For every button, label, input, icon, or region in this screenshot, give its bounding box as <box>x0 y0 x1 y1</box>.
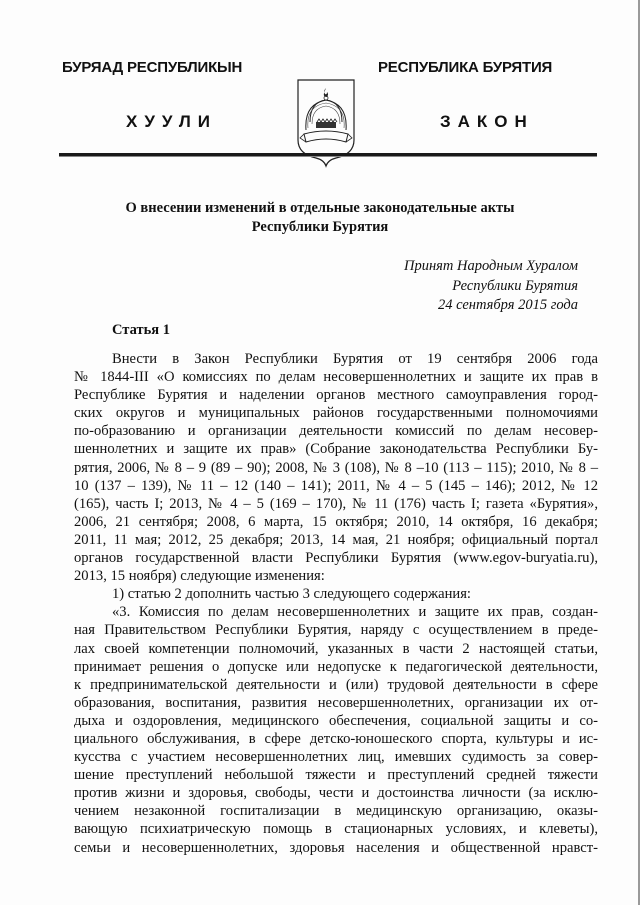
adoption-date: 24 сентября 2015 года <box>437 297 578 313</box>
article-body <box>74 350 598 857</box>
article-heading: Статья 1 <box>112 322 170 338</box>
adoption-note-line-2: Республики Бурятия <box>452 277 578 294</box>
body-line: ная Правительством Республики Бурятия, наряду с осуществлением в преде- <box>74 622 598 639</box>
body-line: семьи и несовершеннолетних, здоровья населения и общественной нравст- <box>74 839 598 856</box>
law-title-line-2: Республики Бурятия <box>251 219 389 235</box>
header-russian-law-label: ЗАКОН <box>440 112 534 131</box>
adoption-note-line-1: Принят Народным Хуралом <box>403 258 578 274</box>
header-divider <box>59 153 597 157</box>
body-line: образования, воспитания, развития несовершеннолетних, организации их от- <box>74 694 598 711</box>
list-item-1: 1) статью 2 дополнить частью 3 следующего содержания: <box>112 586 471 603</box>
body-line: рятия, 2006, № 8 – 9 (89 – 90); 2008, № 3 (108), № 8 –10 (113 – 115); 2010, № 8 – <box>74 459 598 476</box>
body-line: против жизни и здоровья, свободы, чести и достоинства личности (за исклю- <box>74 785 598 802</box>
body-line: циального обслуживания, в сфере детско-юношеского спорта, культуры и ис- <box>74 730 598 747</box>
body-line: шеннолетних и защите их прав» (Собрание законодательства Республики Бу- <box>74 441 598 458</box>
body-line: вающую психиатрическую помощь в стационарных условиях, и клеветы), <box>74 821 598 838</box>
body-line: принимает решения о допуске или недопуске к педагогической деятельности, <box>74 658 598 675</box>
header-buryat-republic-name: БУРЯАД РЕСПУБЛИКЫН <box>62 59 243 76</box>
body-line: ских округов и муниципальных районов государственными полномочиями <box>74 405 598 422</box>
body-line: 2013, 15 ноября) следующие изменения: <box>74 568 325 585</box>
body-line: 2006, 21 сентября; 2008, 6 марта, 15 октября; 2010, 14 октября, 16 декабря; <box>74 513 598 530</box>
body-line: дыха и оздоровления, медицинского обеспечения, социальной защиты и со- <box>74 712 598 729</box>
body-line: 10 (137 – 139), № 11 – 12 (140 – 141); 2011, № 4 – 5 (145 – 146); 2012, № 12 <box>74 477 598 494</box>
body-line: 2011, 11 мая; 2012, 25 декабря; 2013, 14 мая, 21 ноября; официальный портал <box>74 531 598 548</box>
body-line: лах своей компетенции полномочий, указанных в части 2 настоящей статьи, <box>74 640 598 657</box>
body-line: Республике Бурятия и наделении органов местного самоуправления город- <box>74 387 598 404</box>
law-title <box>0 199 640 237</box>
body-line: органов государственной власти Республики Бурятия (www.egov-buryatia.ru), <box>74 550 598 567</box>
quoted-part-3-line: «3. Комиссия по делам несовершеннолетних и защите их прав, создан- <box>112 604 598 621</box>
header-buryat-law-label: ХУУЛИ <box>126 112 217 131</box>
body-line: по-образованию и организации деятельности комиссий по делам несовер- <box>74 423 598 440</box>
body-line: № 1844-III «О комиссиях по делам несовершеннолетних и защите их прав в <box>74 369 598 386</box>
law-title-line-1: О внесении изменений в отдельные законодательные акты <box>125 200 515 216</box>
body-line: шение преступлений небольшой тяжести и преступлений средней тяжести <box>74 767 598 784</box>
body-line: (165), часть I; 2013, № 4 – 5 (169 – 170), № 11 (176) часть I; газета «Бурятия», <box>74 495 598 512</box>
adoption-note <box>404 257 578 316</box>
body-line: к предпринимательской деятельности и (или) трудовой деятельности в сфере <box>74 676 598 693</box>
body-line: кусства с участием несовершеннолетних лиц, имевших судимость за совер- <box>74 749 598 766</box>
header-russian-republic-name: РЕСПУБЛИКА БУРЯТИЯ <box>378 59 553 76</box>
body-line: Внести в Закон Республики Бурятия от 19 сентября 2006 года <box>112 351 598 367</box>
body-line: чением незаконной госпитализации в медицинскую организацию, оказы- <box>74 803 598 820</box>
